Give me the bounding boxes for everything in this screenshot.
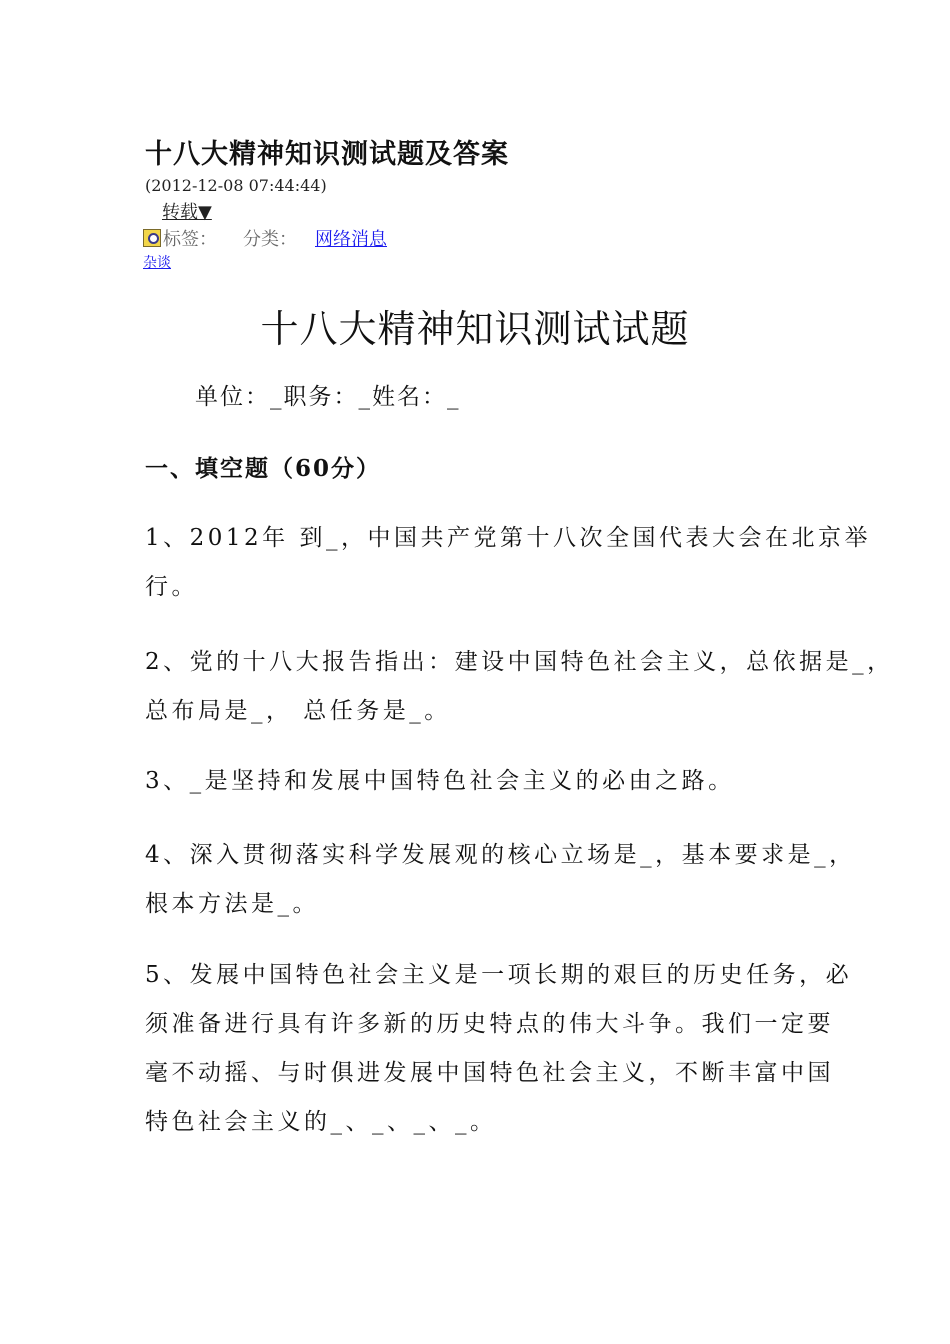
question-4 [145, 831, 856, 929]
question-line: 特色社会主义的_、_、_、_。 [145, 1109, 497, 1135]
post-title: 十八大精神知识测试题及答案 [145, 139, 509, 170]
tag-icon [143, 229, 161, 247]
info-fields: 单位：_职务：_姓名：_ [195, 384, 461, 410]
post-meta [143, 225, 387, 251]
category-link[interactable]: 网络消息 [315, 229, 387, 250]
question-line: 4、深入贯彻落实科学发展观的核心立场是_，基本要求是_， [145, 842, 856, 868]
repost-button[interactable]: 转载▼ [162, 202, 212, 223]
question-5 [145, 951, 853, 1147]
question-line: 行。 [145, 574, 198, 600]
post-date: (2012-12-08 07:44:44) [145, 176, 327, 195]
question-line: 1、2012年 到_，中国共产党第十八次全国代表大会在北京举 [145, 525, 871, 551]
question-line: 5、发展中国特色社会主义是一项长期的艰巨的历史任务，必 [145, 962, 853, 988]
category-label: 分类： [243, 229, 297, 250]
question-line: 总布局是_， 总任务是_。 [145, 698, 451, 724]
section-heading: 一、填空题（60分） [145, 455, 382, 482]
question-line: 3、_是坚持和发展中国特色社会主义的必由之路。 [145, 768, 735, 794]
question-line: 根本方法是_。 [145, 891, 319, 917]
document-title: 十八大精神知识测试试题 [260, 307, 690, 351]
question-line: 毫不动摇、与时俱进发展中国特色社会主义，不断丰富中国 [145, 1060, 834, 1086]
tag-link[interactable]: 杂谈 [143, 255, 171, 271]
question-1 [145, 514, 871, 612]
question-line: 2、党的十八大报告指出：建设中国特色社会主义，总依据是_， [145, 649, 894, 675]
question-3 [145, 757, 825, 806]
question-line: 须准备进行具有许多新的历史特点的伟大斗争。我们一定要 [145, 1011, 834, 1037]
tag-label: 标签： [163, 229, 217, 250]
question-2 [145, 638, 894, 736]
